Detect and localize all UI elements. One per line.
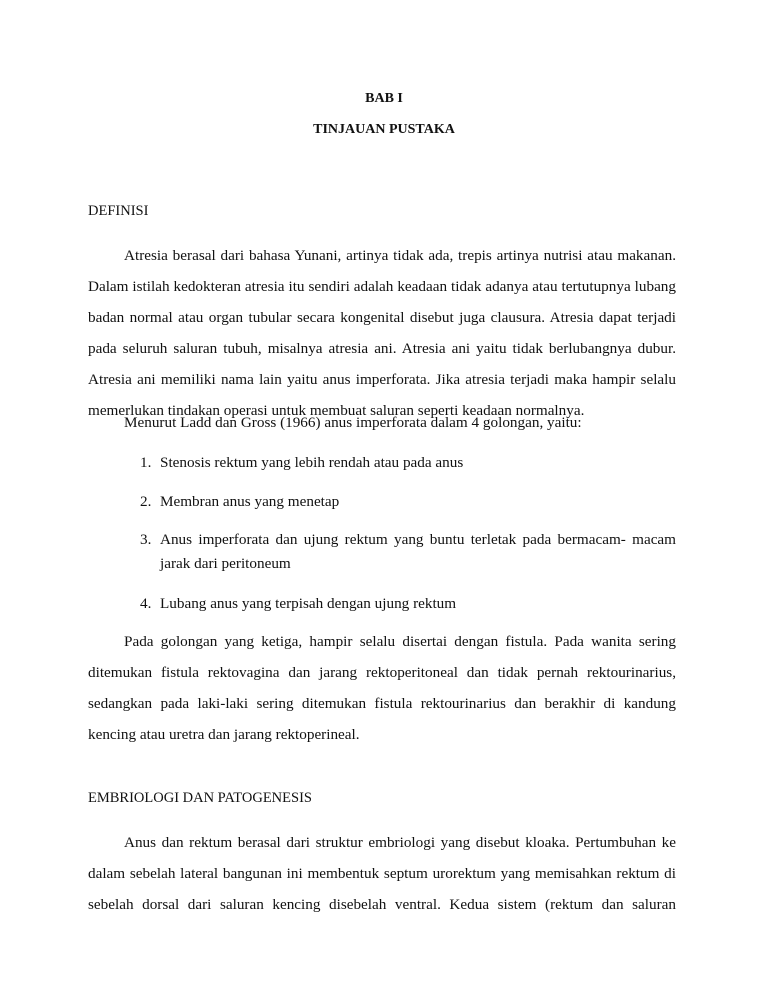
list-item-continuation: jarak dari peritoneum [160,555,291,572]
paragraph-line: Pada golongan yang ketiga, hampir selalu disertai dengan fistula. Pada wanita sering [124,633,676,650]
paragraph-line: kencing atau uretra dan jarang rektoperineal. [88,726,360,743]
list-item: Anus imperforata dan ujung rektum yang buntu terletak pada bermacam- macam [160,531,676,548]
paragraph-line: Anus dan rektum berasal dari struktur embriologi yang disebut kloaka. Pertumbuhan ke [124,834,676,851]
list-number: 1. [140,454,152,471]
paragraph-line: memerlukan tindakan operasi untuk membuat saluran seperti keadaan normalnya. [88,402,585,419]
section-heading-embriologi: EMBRIOLOGI DAN PATOGENESIS [88,790,312,806]
paragraph-line: ditemukan fistula rektovagina dan jarang rektoperitoneal dan tidak pernah rektourinarius, [88,664,676,681]
paragraph-line: Atresia berasal dari bahasa Yunani, artinya tidak ada, trepis artinya nutrisi atau makanan. [124,247,676,264]
paragraph-line: badan normal atau organ tubular secara kongenital disebut juga clausura. Atresia dapat terjadi [88,309,676,326]
chapter-number: BAB I [365,91,403,106]
paragraph-line: sedangkan pada laki-laki sering ditemukan fistula rektourinarius dan berakhir di kandung [88,695,676,712]
paragraph-line: Menurut Ladd dan Gross (1966) anus imperforata dalam 4 golongan, yaitu: [124,414,582,431]
list-number: 3. [140,531,152,548]
paragraph-line: Atresia ani memiliki nama lain yaitu anus imperforata. Jika atresia terjadi maka hampir selalu [88,371,676,388]
paragraph-line: sebelah dorsal dari saluran kencing disebelah ventral. Kedua sistem (rektum dan saluran [88,896,676,913]
list-number: 4. [140,595,152,612]
list-item: Membran anus yang menetap [160,493,340,510]
list-item: Stenosis rektum yang lebih rendah atau pada anus [160,454,464,471]
section-heading-definisi: DEFINISI [88,203,149,219]
list-item: Lubang anus yang terpisah dengan ujung rektum [160,595,457,612]
paragraph-line: Dalam istilah kedokteran atresia itu sendiri adalah keadaan tidak adanya atau tertutupnya lubang [88,278,676,295]
list-number: 2. [140,493,152,510]
paragraph-line: pada seluruh saluran tubuh, misalnya atresia ani. Atresia ani yaitu tidak berlubangnya dubur. [88,340,676,357]
paragraph-line: dalam sebelah lateral bangunan ini membentuk septum urorektum yang memisahkan rektum di [88,865,676,882]
chapter-title: TINJAUAN PUSTAKA [313,122,455,137]
